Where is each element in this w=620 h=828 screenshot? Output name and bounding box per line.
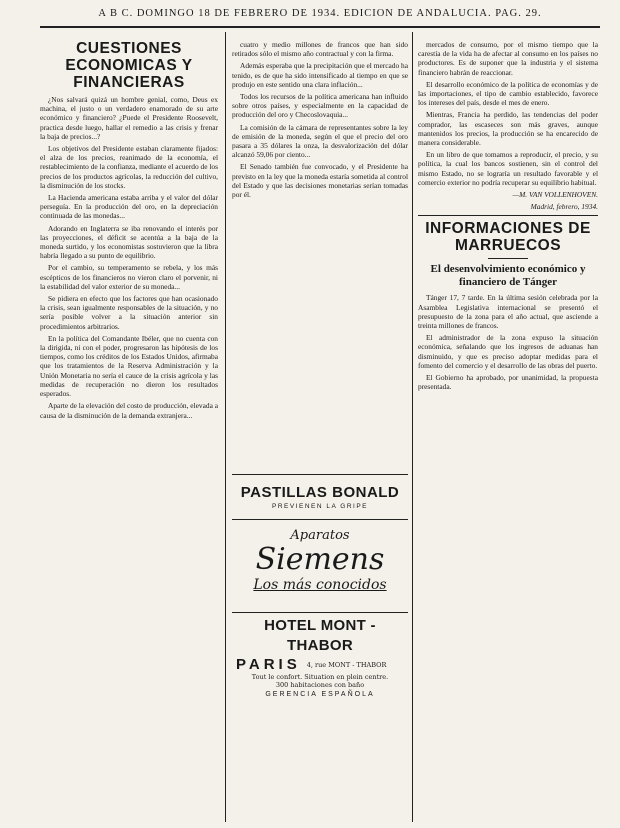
article-dateline: Madrid, febrero, 1934. [530,202,598,212]
header-rule [40,26,600,28]
column-1 [40,40,218,820]
article-paragraph: Tánger 17, 7 tarde. En la última sesión celebrada por la Asamblea Legislativa internacional se presentó el presupuesto de la zona para el año actual, que asciende a treinta millones de francos. [418,293,598,331]
article-paragraph: El desarrollo económico de la política de economías y de las importaciones, el tipo de cambio establecido, favorece los intereses del país, desde el mes de enero. [418,79,598,108]
article-paragraph: mercados de consumo, por el mismo tiempo que la carestía de la vida ha de afectar al consumo en los países no productores. Es de suponer que la industria y el sistema financiero habrán de reaccionar. [418,40,598,77]
article-paragraph: Además esperaba que la precipitación que el mercado ha tenido, es de que ha sido intensificado al tiempo en que se produjo en este sentido una clara inflación... [232,61,408,89]
article-paragraph: En un libro de que tomamos a reproducir, el precio, y su política, la cual los bancos sostienen, sin el control del mismo Estado, no se lograría un resultado favorable y el comercio exterior no podría recuperar su equilibrio habitual. [418,150,598,187]
article-paragraph: Los objetivos del Presidente estaban claramente fijados: el alza de los precios, reanimado de la economía, el restablecimiento de la confianza, mediante el acuerdo de los precios de los productos agrícolas, la reducción del cultivo, la disminución de los stocks. [40,144,218,190]
section-title-marruecos: INFORMACIONES DE MARRUECOS [425,220,591,255]
article-paragraph: El Gobierno ha aprobado, por unanimidad, la propuesta presentada. [418,373,598,392]
column-divider [225,32,226,822]
ad-siemens [232,524,408,613]
siemens-logo: Siemens [255,542,385,577]
ad-small-text: Aparatos [290,528,350,543]
column-divider [412,32,413,822]
ad-pastillas-bonald [232,474,408,520]
page-header: A B C. DOMINGO 18 DE FEBRERO DE 1934. EDICION DE ANDALUCIA. PAG. 29. [98,8,542,19]
article-paragraph: cuatro y medio millones de francos que han sido retirados sólo el mismo año contractual y con la firma. [232,40,408,59]
ad-slogan: Los más conocidos [253,577,387,593]
ad-brand-name: PASTILLAS BONALD [240,484,400,501]
article-paragraph: Mientras, Francia ha perdido, las tendencias del poder comprador, las escaseces son más graves, aunque mantenidos los precios, la producción se ha encarecido de manera considerable. [418,110,598,148]
article-paragraph: Adorando en Inglaterra se iba renovando el interés por las proyecciones, el déficit se acentúa a la baja de la moneda surtido, y los economistas sostuvieron que la libra habría llegado a su punto de equilibrio. [40,223,218,261]
hotel-city: PARIS [236,656,301,673]
article-paragraph: El Senado también fue convocado, y el Presidente ha previsto en la ley que la moneda estaría sometida al control del Estado y que las decisiones monetarias serían tomadas por él. [232,162,408,200]
hotel-management: GERENCIA ESPAÑOLA [265,691,375,698]
article-paragraph: En la política del Comandante Ibéler, que no cuenta con la dirigida, ni con el poder, progresaron las hipótesis de los tiempos, como los créditos de los Estados Unidos, afirmaba que los tratamientos de la Reserva Administración y la Unión Monetaria no sería el cauce de la crisis agrícola y las medidas de recuperación no dieron los resultados esperados. [40,333,218,399]
article-paragraph: La Hacienda americana estaba arriba y el valor del dólar perseguía. En la producción del oro, en la depreciación continuada de las monedas... [40,193,218,221]
article-paragraph: La comisión de la cámara de representantes sobre la ley de emisión de la moneda, según el que el precio del oro pasara a 35 dólares la onza, la desvalorización del dólar alcanzó 59,06 por ciento... [232,122,408,160]
ad-tagline: PREVIENEN LA GRIPE [272,503,368,510]
article-byline: —M. VAN VOLLENHOVEN. [512,190,598,200]
section-short-rule [488,258,528,259]
article-paragraph: El administrador de la zona expuso la situación económica, señalando que los ingresos de aduanas han disminuido, y que es preciso adoptar medidas para el fomento del comercio y el desarrollo de las obras del puerto. [418,333,598,370]
hotel-address: 4, rue MONT - THABOR [306,660,387,669]
hotel-comfort-text: Tout le confort. Situation en plein centre. [251,673,389,681]
hotel-city-row [232,656,408,673]
section-title-economic: CUESTIONES ECONOMICAS Y FINANCIERAS [65,40,193,91]
column-3 [418,40,598,820]
article-subtitle: El desenvolvimiento económico y financiero de Tánger [430,263,586,289]
article-paragraph: Por el cambio, su temperamento se rebela, y los más escépticos de los financieros no vieron claro el porvenir, ni la estabilidad del valor exterior de su moneda... [40,263,218,291]
hotel-name: HOTEL MONT - THABOR [264,617,376,654]
article-paragraph: ¿Nos salvará quizá un hombre genial, como, Deus ex machina, el justo o un verdadero enamorado de su arte económico y financiero? ¿Puede el Presidente Roosevelt, practica desde luego, hallar el remedio a las crisis y frenar la baja de precios...? [40,95,218,141]
article-paragraph: Se pidiera en efecto que los factores que han ocasionado la crisis, sean igualmente responsables de la situación, y no sería posible volver a la situación anterior sin procedimientos arbitrarios. [40,294,218,331]
section-rule [418,215,598,216]
hotel-rooms-text: 300 habitaciones con baño [275,681,365,689]
ad-hotel-mont-thabor [232,616,408,726]
column-2 [232,40,408,470]
article-paragraph: Todos los recursos de la política americana han influido sobre otros países, y especialmente en la capacidad de producción del oro y Checoslovaquia... [232,92,408,120]
article-paragraph: Aparte de la elevación del costo de producción, elevada a causa de la disminución de la demanda extranjera... [40,401,218,420]
